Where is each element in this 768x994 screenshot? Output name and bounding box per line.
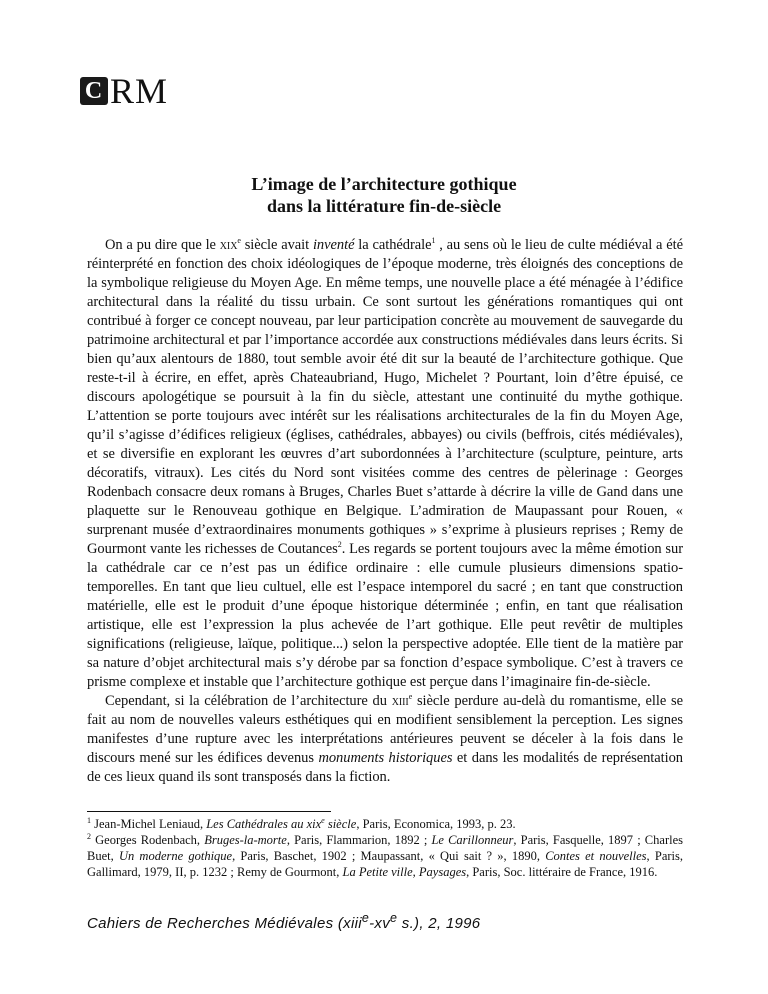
century-numeral: xiii [391, 693, 409, 709]
article-body [87, 236, 683, 787]
text-run: , Paris, Flammarion, 1892 ; [286, 833, 432, 847]
cited-title: Contes et nouvelles [545, 849, 647, 863]
footnote-1 [87, 816, 683, 832]
emphasis: inventé [312, 237, 355, 253]
cited-title: Un moderne gothique [118, 849, 233, 863]
superscript: e [237, 236, 241, 246]
text-run: . Les regards se portent toujours avec la même émotion sur la cathédrale car ce n’est pas un édifice ordinaire : elle cumule plusieurs dimensions spatio-temporelles. En tant que lieu cultuel, elle est l’espace intemporel du sacré ; en tant que construction matérielle, elle est le produit d’une époque historique déterminée ; enfin, en tant que réalisation artistique, elle est l’expression la plus achevée de l’art gothique. Elle peut revêtir de multiples significations (religieuse, laïque, politique...) selon la perspective adoptée. Elle tient de la matière par sa nature d’objet architectural mais s’y dérobe par sa fonction d’espace symbolique. C’est à travers ce prisme complexe et instable que l’architecture gothique est perçue dans l’imaginaire fin-de-siècle. [87, 541, 683, 690]
text-run: la cathédrale [354, 237, 432, 253]
text-run: , au sens où le lieu de culte médiéval a été réinterprété en fonction des choix idéologiques de l’époque moderne, très éloignés des conceptions de la symbolique religieuse du Moyen Age. En même temps, une nouvelle place a été ménagée à l’édifice architectural dans la réalité du tissu urbain. Ce sont surtout les générations romantiques qui ont contribué à forger ce concept nouveau, par leur participation concrète au mouvement de sauvegarde du patrimoine architectural et par l’importance accordée aux constructions médiévales dans leurs écrits. Si bien qu’aux alentours de 1880, tout semble avoir été dit sur la beauté de l’architecture gothique. Que reste-t-il à écrire, en effet, après Chateaubriand, Hugo, Michelet ? Pourtant, loin d’être épuisé, ce discours apologétique se poursuit à la fin du siècle, attestant une continuité du mythe gothique. L’attention se porte toujours avec intérêt sur les réalisations architecturales de la fin du Moyen Age, qu’il s’agisse d’édifices religieux (églises, cathédrales, abbayes) ou civils (beffrois, cités médiévales), et se diversifie en explorant les œuvres d’art subordonnées à l’architecture (sculpture, peinture, arts décoratifs, vitraux). Les cités du Nord sont visitées comme des centres de pèlerinage : Georges Rodenbach consacre deux romans à Bruges, Charles Buet s’attarde à décrire la ville de Gand dans une plaquette sur le Renouveau gothique en Belgique. L’admiration de Maupassant pour Rouen, « surprenant musée d’extraordinaires monuments gothiques » s’exprime à plusieurs reprises ; Remy de Gourmont vante les richesses de Coutances [87, 237, 683, 557]
footnotes [87, 816, 683, 880]
text-run: Cahiers de Recherches Médiévales ( [87, 915, 344, 932]
text-run: Georges Rodenbach, [91, 833, 205, 847]
title-line-1: L’image de l’architecture gothique [251, 174, 517, 194]
text-run: siècle avait [240, 237, 313, 253]
superscript: e [390, 911, 398, 925]
title-line-2: dans la littérature fin-de-siècle [266, 196, 502, 216]
superscript: e [408, 692, 413, 702]
text-run: siècle perdure au-delà du romantisme, elle se fait au nom de nouvelles valeurs esthétiques qui en modifient sensiblement la perception. Les signes manifestes d’une rupture avec les interprétations antérieures peuvent se déceler à la fois dans le discours mené sur les édifices devenus [87, 693, 683, 766]
cited-title: La Petite ville, Paysages [342, 865, 467, 879]
text-run: On a pu dire que le [105, 237, 220, 253]
superscript: e [361, 911, 370, 925]
footnote-ref-1: 1 [431, 236, 436, 246]
text-run: Les Cathédrales au xix [206, 817, 322, 831]
paragraph-1 [87, 236, 683, 692]
cited-title [206, 817, 356, 831]
century-numeral: xiii [343, 915, 362, 932]
journal-citation [87, 911, 480, 932]
cited-title: Le Carillonneur [431, 833, 514, 847]
logo-mark-icon: C [80, 77, 108, 105]
century-numeral: xv [374, 915, 391, 932]
century-numeral: xix [219, 237, 238, 253]
text-run: siècle [324, 817, 357, 831]
emphasis: monuments historiques [318, 750, 453, 766]
text-run: , Paris, Economica, 1993, p. 23. [356, 817, 516, 831]
text-run: , Paris, Gallimard, 1979, II, p. 1232 ; Remy de Gourmont, [87, 849, 683, 879]
text-run: et dans les modalités de représentation de ces lieux quand ils sont transposés dans la fiction. [87, 750, 683, 785]
footnote-divider [87, 811, 331, 812]
article-title [0, 173, 768, 217]
cited-title: Bruges-la-morte [204, 833, 287, 847]
text-run: , Paris, Soc. littéraire de France, 1916. [466, 865, 658, 879]
footnote-number: 1 [87, 815, 91, 825]
text-run: Cependant, si la célébration de l’architecture du [105, 693, 392, 709]
text-run: , Paris, Fasquelle, 1897 ; Charles Buet, [87, 833, 683, 863]
logo-text: RM [110, 71, 169, 111]
text-run: - [369, 915, 375, 932]
footnote-number: 2 [87, 831, 91, 841]
footnote-ref-2: 2 [337, 540, 342, 550]
text-run: s.), 2, 1996 [397, 915, 481, 932]
text-run: , Paris, Baschet, 1902 ; Maupassant, « Qui sait ? », 1890, [232, 849, 546, 863]
superscript: e [321, 815, 325, 825]
journal-logo [80, 70, 168, 112]
text-run: Jean-Michel Leniaud, [91, 817, 207, 831]
paragraph-2 [87, 692, 683, 787]
footnote-2 [87, 832, 683, 880]
